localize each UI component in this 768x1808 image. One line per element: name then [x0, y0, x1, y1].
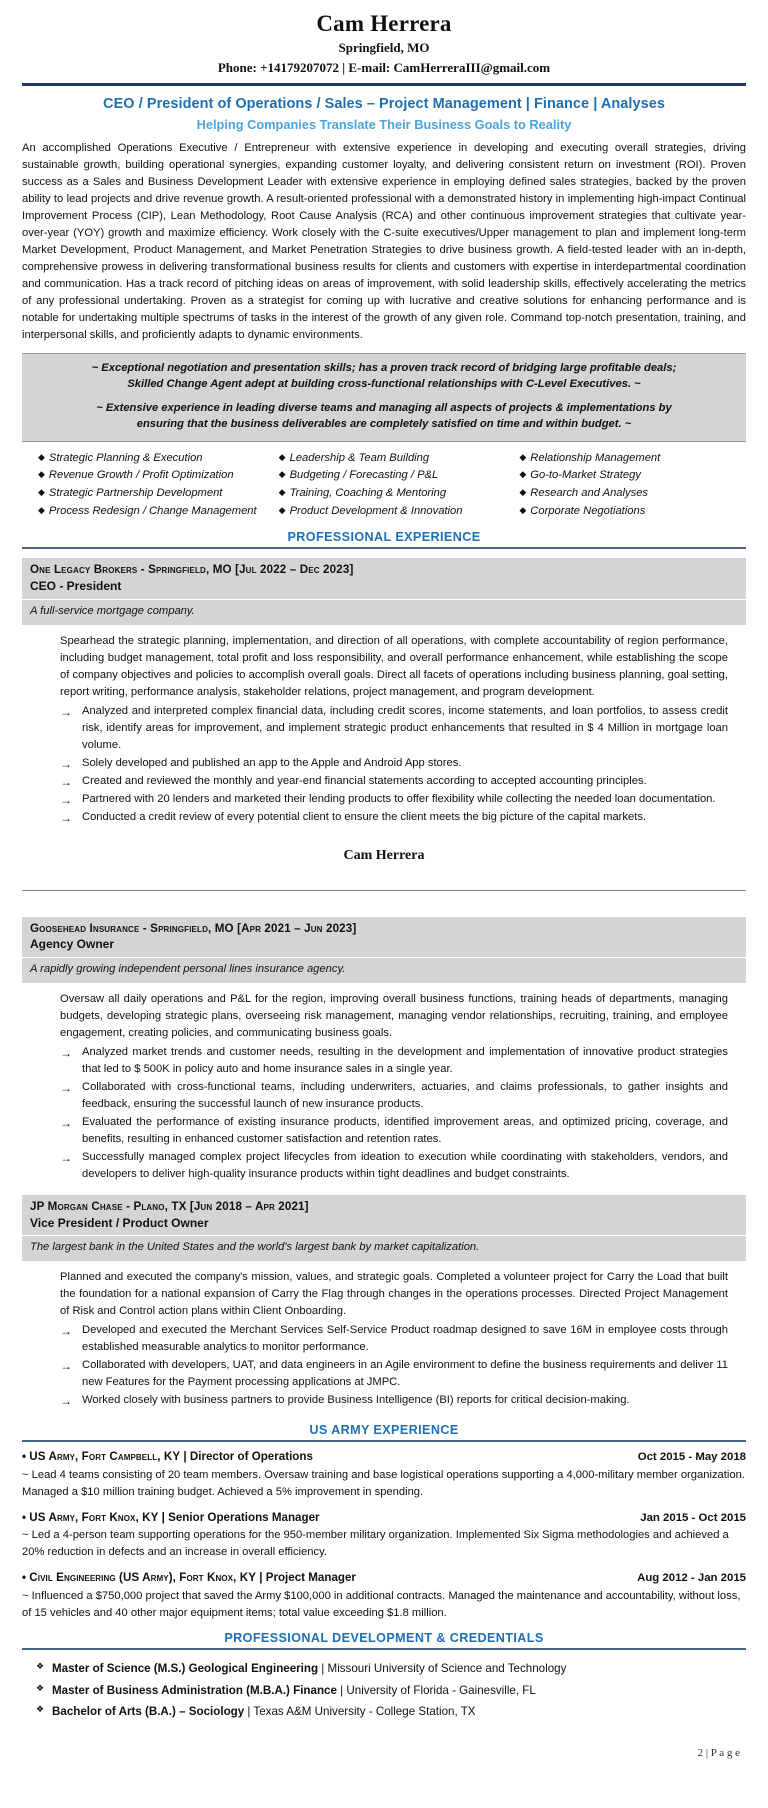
job-bullet: → Developed and executed the Merchant Services Self-Service Product roadmap designed to save 16M in employee costs through established measurable analytics to monitor performance.	[60, 1322, 728, 1356]
job-entry	[22, 558, 746, 825]
skill-label: Product Development & Innovation	[289, 504, 463, 517]
skill-item	[279, 485, 506, 503]
job-company: JP Morgan Chase - Plano, TX [Jun 2018 – Apr 2021]	[30, 1199, 309, 1213]
army-entry	[22, 1570, 746, 1621]
bullet-diamond-icon: ◆	[278, 469, 286, 480]
army-date: Oct 2015 - May 2018	[637, 1451, 746, 1464]
army-role	[22, 1570, 356, 1587]
army-header	[22, 1449, 746, 1466]
skill-item	[38, 485, 265, 503]
job-header	[22, 1195, 746, 1236]
army-separator: |	[256, 1570, 266, 1584]
skill-label: Revenue Growth / Profit Optimization	[48, 469, 234, 482]
job-title: Vice President / Product Owner	[30, 1215, 209, 1230]
candidate-contact: Phone: +14179207072 | E-mail: CamHerreraIII@gmail.com	[217, 59, 551, 75]
job-tagline: The largest bank in the United States and the world's largest bank by market capitalization.	[22, 1236, 746, 1261]
skill-label: Research and Analyses	[530, 487, 649, 500]
army-org: Civil Engineering (US Army), Fort Knox, KY	[29, 1570, 257, 1584]
skill-label: Leadership & Team Building	[289, 451, 430, 464]
army-org: US Army, Fort Knox, KY	[29, 1510, 159, 1524]
bullet-diamond-icon: ◆	[519, 487, 527, 498]
highlight-line-2: Skilled Change Agent adept at building cross-functional relationships with C-Level Executives. ~	[127, 377, 641, 390]
bullet-dot-icon: •	[22, 1450, 27, 1464]
bullet-diamond-icon: ◆	[278, 504, 286, 515]
bullet-dot-icon: •	[22, 1510, 27, 1524]
bullet-diamond-icon: ◆	[38, 487, 45, 498]
professional-summary: An accomplished Operations Executive / Entrepreneur with extensive experience in developing and executing overall strategies, driving sustainable growth, building operational synergies, expanding customer loyalty, and delivering consistent return on investment (ROI). Proven success as a Sales and Business Development Leader with extensive experience in employing defined sales strategies, backed by the proven ability to lead projects and drive revenue growth. A result-oriented professional with a demonstrated history in implementing high-impact Continual Improvement Process (CIP), Lean Methodology, Root Cause Analysis (RCA) and other continuous improvement strategies that cultivate year-over-year (YOY) growth and maximize efficiency. Work closely with the C-suite executives/Upper management to plan and implement long-term Market Development, Product Management, and Market Penetration Strategies to drive business growth. A field-tested leader with an in-depth, comprehensive prowess in delivering transformational business results for clients and customers with expertise in interdepartmental coordination and communication. Has a track record of pitching ideas on areas of improvement, with solid leadership skills, effectively accelerating the metrics of any professional undertaking. Proven as a strategist for coming up with lucrative and creative solutions for enhancing performance and is notable for undertaking multiple spectrums of tasks in the interest of the growth of any given role. Command top-notch presentation, training, and interpersonal skills, and proficiently adapts to dynamic environments.	[22, 141, 746, 342]
professional-headline: CEO / President of Operations / Sales – Project Management | Finance | Analyses	[103, 96, 665, 113]
job-bullet: → Analyzed market trends and customer needs, resulting in the development and implementation of innovative product strategies that led to $ 500K in policy auto and home insurance sales in a single year.	[60, 1044, 728, 1078]
skill-item	[279, 503, 506, 521]
job-bullets	[60, 703, 728, 826]
page-break-name: Cam Herrera	[343, 847, 425, 863]
army-role	[22, 1449, 313, 1466]
army-role	[22, 1510, 320, 1527]
candidate-location: Springfield, MO	[338, 39, 430, 55]
page-break	[22, 848, 746, 891]
army-date: Aug 2012 - Jan 2015	[637, 1571, 746, 1584]
skill-item	[279, 467, 506, 485]
highlight-line-4: ensuring that the business deliverables are completely satisfied on time and within budget. ~	[136, 417, 632, 430]
bullet-diamond-icon: ◆	[38, 504, 45, 515]
skill-label: Training, Coaching & Mentoring	[289, 487, 447, 500]
skill-item	[279, 450, 506, 468]
bullet-diamond-icon: ◆	[278, 451, 286, 462]
bullet-diamond-icon: ◆	[519, 451, 527, 462]
job-bullet: → Analyzed and interpreted complex financial data, including credit scores, income statements, and loan portfolios, to assess credit risk, identify areas for improvement, and implement strategic product enhancements that resulted in $ 4 Million in mortgage loan volume.	[60, 703, 728, 754]
section-us-army-experience	[22, 1423, 746, 1442]
army-description: ~ Led a 4-person team supporting operations for the 950-member military organization. Implemented Six Sigma methodologies and achieved a 20% reduction in defects and an increase in overall efficiency.	[22, 1529, 729, 1559]
section-title: US ARMY EXPERIENCE	[309, 1423, 459, 1438]
skill-label: Strategic Partnership Development	[48, 487, 223, 500]
army-position: Project Manager	[265, 1570, 356, 1584]
bullet-diamond-icon: ◆	[278, 487, 286, 498]
resume-header	[22, 10, 746, 77]
job-body	[22, 625, 746, 826]
job-entry	[22, 1195, 746, 1409]
highlight-line-3: ~ Extensive experience in leading diverse teams and managing all aspects of projects & implementations by	[96, 401, 672, 414]
job-body	[22, 1261, 746, 1409]
section-divider	[22, 1648, 746, 1650]
highlight-spacer	[36, 393, 732, 401]
army-org: US Army, Fort Campbell, KY	[29, 1450, 181, 1464]
job-bullet: → Solely developed and published an app to the Apple and Android App stores.	[60, 755, 728, 772]
section-divider	[22, 1440, 746, 1442]
army-entry	[22, 1449, 746, 1500]
army-header	[22, 1510, 746, 1527]
skill-item	[519, 450, 746, 468]
army-separator: |	[158, 1510, 169, 1524]
job-company: One Legacy Brokers - Springfield, MO [Jul 2022 – Dec 2023]	[30, 563, 354, 577]
credentials-list	[22, 1658, 746, 1722]
bullet-diamond-icon: ◆	[519, 469, 527, 480]
section-professional-experience	[22, 530, 746, 549]
skill-label: Corporate Negotiations	[530, 504, 646, 517]
credential-school: | Missouri University of Science and Technology	[318, 1662, 567, 1676]
skill-label: Budgeting / Forecasting / P&L	[289, 469, 439, 482]
job-header	[22, 558, 746, 599]
job-tagline: A rapidly growing independent personal lines insurance agency.	[22, 958, 746, 983]
credential-item	[22, 1680, 746, 1701]
credential-degree: Bachelor of Arts (B.A.) – Sociology	[52, 1705, 245, 1719]
job-intro: Oversaw all daily operations and P&L for the region, improving overall business functions, training heads of departments, managing budgets, developing strategic plans, overseeing risk management, managing vendor relationships, recruiting, training, and employee engagement, creating policies, and communicating business goals.	[60, 992, 728, 1039]
job-bullet: → Worked closely with business partners to provide Business Intelligence (BI) reports for critical decision-making.	[60, 1392, 728, 1409]
skill-item	[38, 503, 265, 521]
credential-item	[22, 1658, 746, 1679]
section-divider	[22, 547, 746, 549]
professional-subheadline: Helping Companies Translate Their Business Goals to Reality	[196, 116, 572, 132]
job-bullet: → Successfully managed complex project lifecycles from ideation to execution while coordinating with stakeholders, vendors, and developers to deliver high-quality insurance products within tight deadlines and budget constraints.	[60, 1149, 728, 1183]
job-title: CEO - President	[30, 579, 122, 594]
credential-degree: Master of Science (M.S.) Geological Engineering	[52, 1662, 319, 1676]
army-date: Jan 2015 - Oct 2015	[640, 1511, 746, 1524]
bullet-diamond-icon: ◆	[519, 504, 527, 515]
job-intro: Spearhead the strategic planning, implementation, and direction of all operations, with complete accountability of region performance, including budget management, total profit and loss responsibility, and overall performance enhancement, while establishing the scope of company objectives and policies to accomplish overall goals. Direct all facets of operations including business planning, goal setting, report writing, performance analysis, stakeholder relations, project management, and program development.	[60, 634, 728, 698]
page-break-divider	[22, 890, 746, 891]
job-intro: Planned and executed the company's mission, values, and strategic goals. Completed a volunteer project for Carry the Load that built the foundation for a national expansion of Carry the Flag through changes in the operations processes. Directed Project Management of Risk and Control action plans within Client Onboarding.	[60, 1271, 728, 1318]
job-bullet: → Conducted a credit review of every potential client to ensure the client meets the big picture of the capital markets.	[60, 809, 728, 826]
credential-item	[22, 1701, 746, 1722]
skill-label: Process Redesign / Change Management	[48, 504, 257, 517]
bullet-dot-icon: •	[22, 1570, 27, 1584]
skill-label: Strategic Planning & Execution	[48, 451, 203, 464]
skill-item	[38, 467, 265, 485]
job-title: Agency Owner	[30, 937, 115, 952]
candidate-name: Cam Herrera	[316, 11, 452, 36]
bullet-diamond-icon: ◆	[38, 451, 45, 462]
job-bullet: → Partnered with 20 lenders and marketed their lending products to offer flexibility while collecting the needed loan documentation.	[60, 791, 728, 808]
header-divider	[22, 83, 746, 86]
job-body	[22, 983, 746, 1183]
job-header	[22, 917, 746, 958]
skill-item	[519, 467, 746, 485]
section-professional-development	[22, 1631, 746, 1650]
army-position: Director of Operations	[189, 1450, 313, 1464]
army-header	[22, 1570, 746, 1587]
job-bullet: → Created and reviewed the monthly and year-end financial statements according to accepted accounting principles.	[60, 773, 728, 790]
job-bullet: → Collaborated with cross-functional teams, including underwriters, actuaries, and claims professionals, to gather insights and feedback, ensuring the successful launch of new insurance products.	[60, 1079, 728, 1113]
skills-column-3	[505, 450, 746, 521]
skill-item	[519, 485, 746, 503]
skill-item	[519, 503, 746, 521]
army-position: Senior Operations Manager	[168, 1510, 320, 1524]
section-title: PROFESSIONAL EXPERIENCE	[287, 530, 481, 545]
job-company: Goosehead Insurance - Springfield, MO [Apr 2021 – Jun 2023]	[30, 921, 357, 935]
job-entry	[22, 917, 746, 1183]
credential-school: | University of Florida - Gainesville, FL	[336, 1683, 536, 1697]
army-separator: |	[180, 1450, 190, 1464]
section-title: PROFESSIONAL DEVELOPMENT & CREDENTIALS	[224, 1631, 544, 1646]
army-description: ~ Influenced a $750,000 project that saved the Army $100,000 in additional contracts. Managed the maintenance and accountability, without loss, of 15 vehicles and 40 other major equipment items; total value exceeding $1.8 million.	[22, 1589, 741, 1619]
skills-column-2	[265, 450, 506, 521]
highlight-line-1: ~ Exceptional negotiation and presentation skills; has a proven track record of bridging large profitable deals;	[91, 362, 677, 375]
job-bullet: → Evaluated the performance of existing insurance products, identified improvement areas, and optimized pricing, coverage, and benefits, resulting in enhanced customer satisfaction and retention rates.	[60, 1114, 728, 1148]
skill-label: Relationship Management	[530, 451, 661, 464]
skill-label: Go-to-Market Strategy	[530, 469, 641, 482]
job-bullets	[60, 1322, 728, 1409]
job-bullets	[60, 1044, 728, 1183]
core-competencies	[22, 450, 746, 521]
skills-column-1	[22, 450, 265, 521]
job-tagline: A full-service mortgage company.	[22, 600, 746, 625]
job-bullet: → Collaborated with developers, UAT, and data engineers in an Agile environment to define the business requirements and deliver 11 new Features for the Payment processing applications at JMPC.	[60, 1357, 728, 1391]
credential-degree: Master of Business Administration (M.B.A.) Finance	[52, 1683, 337, 1697]
credential-school: | Texas A&M University - College Station, TX	[244, 1705, 476, 1719]
skill-item	[38, 450, 265, 468]
army-description: ~ Lead 4 teams consisting of 20 team members. Oversaw training and base logistical operations supporting a 4,000-military member organization. Managed a $10 million training budget. Achieved a 5% improvement in spending.	[22, 1469, 745, 1498]
bullet-diamond-icon: ◆	[38, 469, 45, 480]
army-entry	[22, 1510, 746, 1561]
highlight-box	[22, 353, 746, 442]
page-footer: 2 | P a g e	[697, 1746, 740, 1759]
